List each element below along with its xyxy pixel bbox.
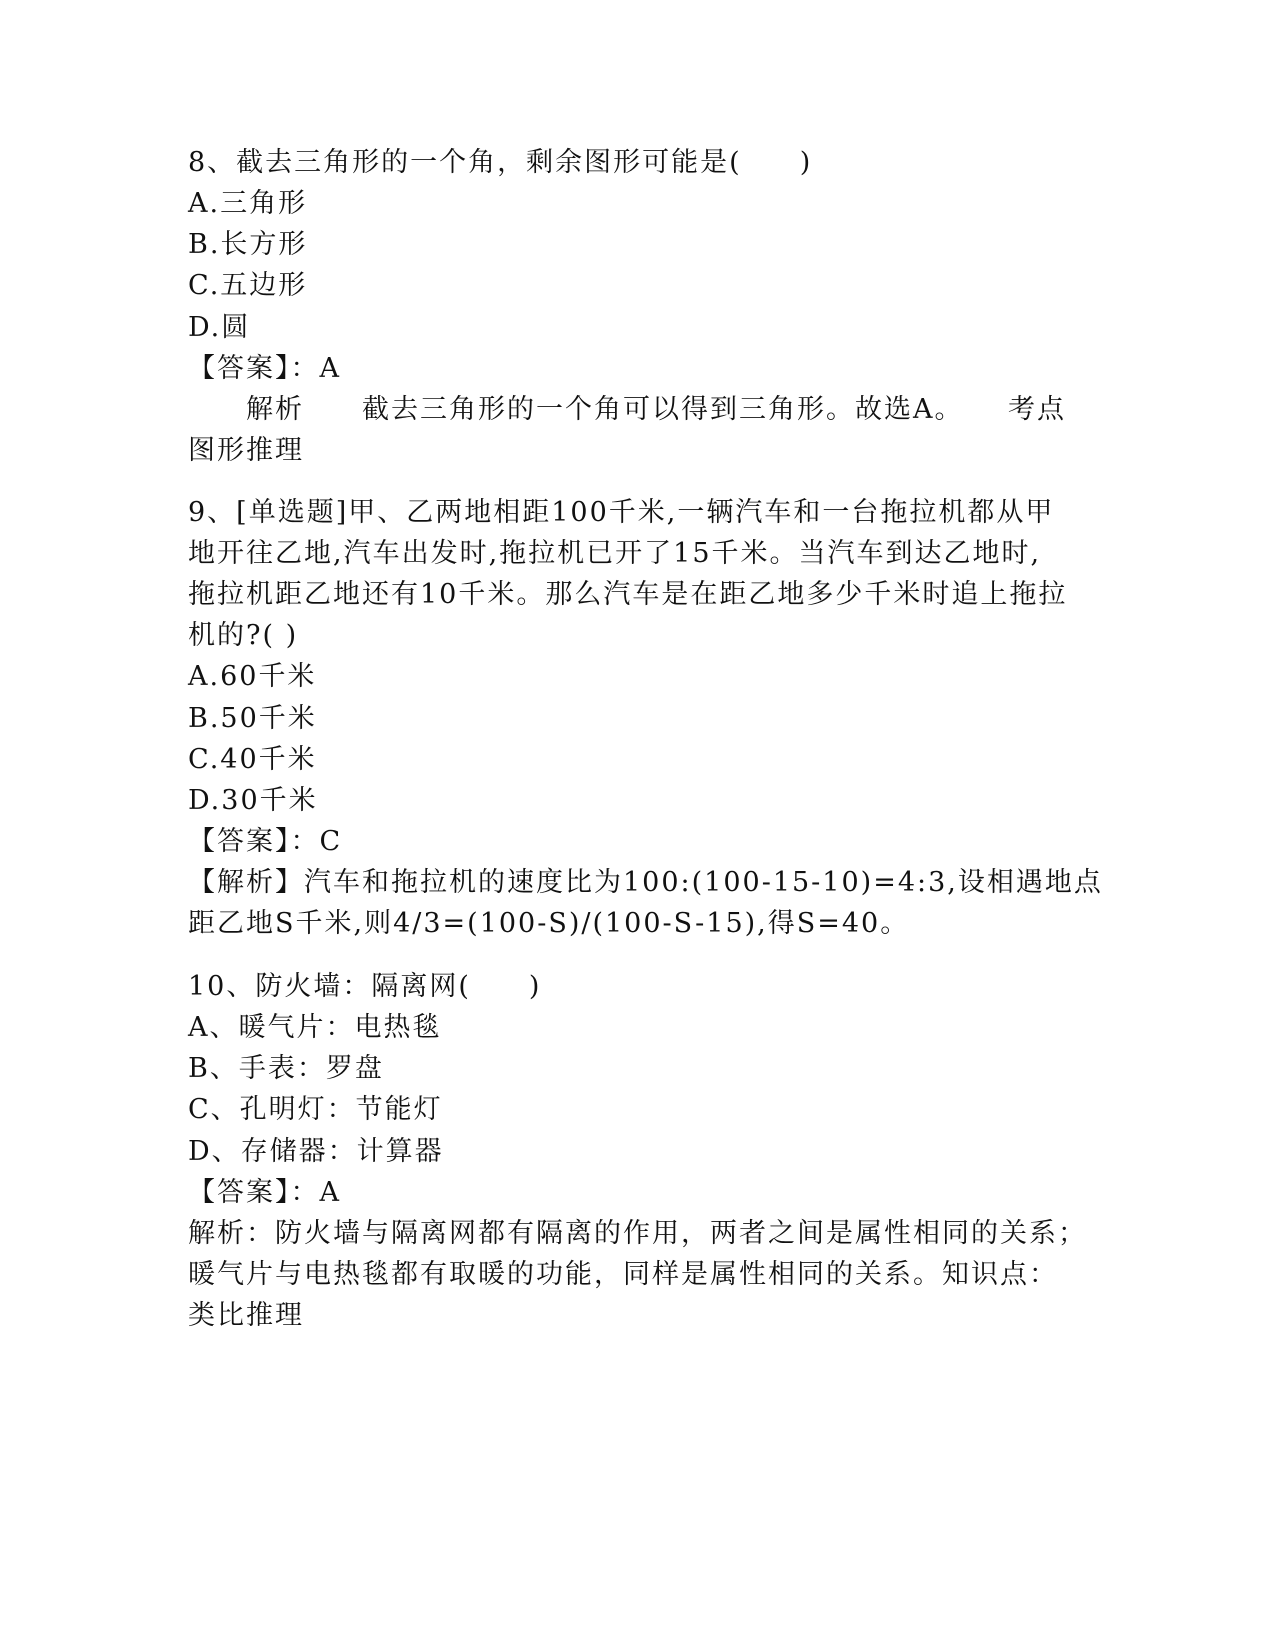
- question-9-stem-line-1: 9、[单选题]甲、乙两地相距100千米,一辆汽车和一台拖拉机都从甲: [188, 497, 1055, 528]
- question-9-option-c: C.40千米: [188, 744, 317, 775]
- question-10-analysis-line-2: 暖气片与电热毯都有取暖的功能，同样是属性相同的关系。知识点：: [188, 1259, 1058, 1290]
- question-8-stem: 8、截去三角形的一个角，剩余图形可能是( ): [188, 147, 813, 178]
- question-9-option-b: B.50千米: [188, 703, 317, 734]
- question-8-answer: 【答案】：A: [188, 353, 341, 384]
- question-9-stem-line-2: 地开往乙地,汽车出发时,拖拉机已开了15千米。当汽车到达乙地时,: [188, 538, 1042, 569]
- question-9-analysis-line-1: 【解析】汽车和拖拉机的速度比为100:(100-15-10)=4:3,设相遇地点: [188, 867, 1103, 898]
- question-10-option-a: A、暖气片：电热毯: [188, 1012, 442, 1043]
- question-9-stem-line-3: 拖拉机距乙地还有10千米。那么汽车是在距乙地多少千米时追上拖拉: [188, 579, 1068, 610]
- question-9-analysis-line-2: 距乙地S千米,则4/3=(100-S)/(100-S-15),得S=40。: [188, 908, 910, 939]
- question-9-answer: 【答案】：C: [188, 826, 343, 857]
- question-10-stem: 10、防火墙：隔离网( ): [188, 971, 542, 1002]
- question-10-option-c: C、孔明灯：节能灯: [188, 1094, 443, 1125]
- question-8-option-c: C.五边形: [188, 270, 308, 301]
- question-10-answer: 【答案】：A: [188, 1177, 341, 1208]
- question-10-analysis-line-1: 解析：防火墙与隔离网都有隔离的作用，两者之间是属性相同的关系；: [188, 1218, 1087, 1249]
- question-8-option-d: D.圆: [188, 312, 251, 343]
- question-10-option-b: B、手表：罗盘: [188, 1053, 384, 1084]
- question-10-analysis-line-3: 类比推理: [188, 1300, 304, 1331]
- question-10-option-d: D、存储器：计算器: [188, 1136, 444, 1167]
- question-8-option-b: B.长方形: [188, 229, 308, 260]
- question-9-stem-line-4: 机的?( ): [188, 620, 299, 651]
- question-9-option-d: D.30千米: [188, 785, 318, 816]
- question-9-option-a: A.60千米: [188, 661, 317, 692]
- question-8-analysis-line-2: 图形推理: [188, 435, 304, 466]
- question-8-option-a: A.三角形: [188, 188, 308, 219]
- question-8-analysis-line-1: 解析 截去三角形的一个角可以得到三角形。故选A。 考点: [188, 394, 1066, 425]
